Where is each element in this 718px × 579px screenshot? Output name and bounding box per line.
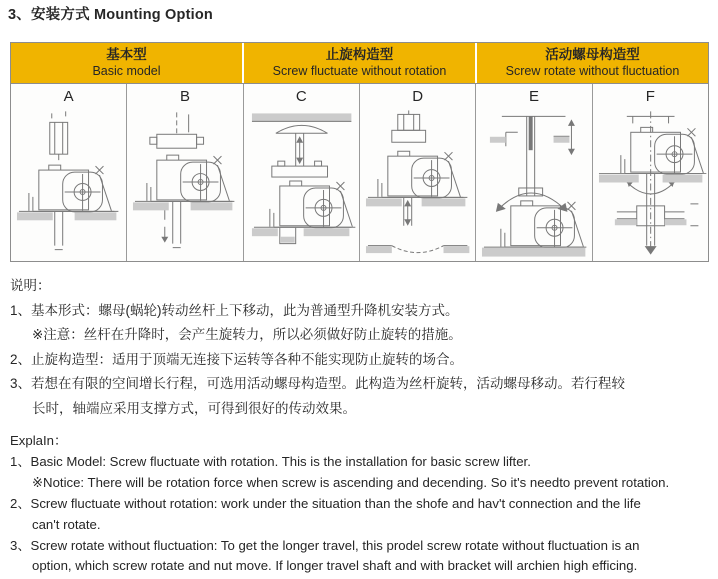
column-d-label: D <box>412 88 424 105</box>
jack-screw-down-diagram-icon <box>127 108 242 260</box>
explanation-english <box>10 431 712 577</box>
header-travel-nut <box>475 43 708 83</box>
header-basic-model-cn: 基本型 <box>106 47 147 62</box>
explanation-cn-line-2: 2、止旋构造型：适用于顶端无连接下运转等各种不能实现防止旋转的场合。 <box>10 351 464 367</box>
explanation-en-heading: ExplaIn： <box>10 433 68 448</box>
explanation-en-line-3: 3、Screw rotate without fluctuation: To get the longer travel, this prodel screw rotate without fluctuation is an <box>10 537 640 553</box>
explanation-en-line-3-cont: option, which screw rotate and nut move. If longer travel shaft and with bracket will archien high efficing. <box>32 558 638 574</box>
column-f <box>592 84 708 261</box>
rotating-screw-upright-diagram-icon <box>476 108 591 260</box>
explanation-cn-heading: 说明： <box>10 278 51 293</box>
table-body-row <box>11 84 708 261</box>
rotating-screw-travel-nut-diagram-icon <box>593 108 708 260</box>
header-basic-model <box>11 43 242 83</box>
column-b-label: B <box>179 88 190 105</box>
explanation-cn-line-3: 3、若想在有限的空间增长行程，可选用活动螺母构造型。此构造为丝杆旋转，活动螺母移动。若行程较 <box>10 376 626 392</box>
column-e <box>475 84 591 261</box>
table-header-row <box>11 43 708 84</box>
column-c <box>243 84 359 261</box>
explanation-en-line-1: 1、Basic Model: Screw fluctuate with rotation. This is the installation for basic screw lifter. <box>10 453 531 469</box>
header-no-rotation-en: Screw fluctuate without rotation <box>272 64 447 78</box>
header-no-rotation <box>242 43 475 83</box>
header-no-rotation-cn: 止旋构造型 <box>325 47 394 62</box>
page-title: 3、安装方式 Mounting Option <box>8 7 213 23</box>
explanation-chinese <box>10 274 712 422</box>
explanation-en-line-2-cont: can't rotate. <box>32 516 101 532</box>
jack-top-pad-no-rotation-diagram-icon <box>244 108 359 260</box>
mounting-option-table <box>10 42 709 262</box>
column-a <box>11 84 126 261</box>
explanation-cn-notice: ※注意：丝杆在升降时，会产生旋转力，所以必须做好防止旋转的措施。 <box>32 327 462 343</box>
column-c-label: C <box>295 88 307 105</box>
column-b <box>126 84 242 261</box>
column-e-label: E <box>528 88 539 105</box>
header-travel-nut-en: Screw rotate without fluctuation <box>505 64 680 78</box>
jack-screw-up-diagram-icon <box>11 108 126 260</box>
explanation-en-notice: ※Notice: There will be rotation force when screw is ascending and decending. So it's needto prevent rotation. <box>32 474 670 490</box>
header-basic-model-en: Basic model <box>92 64 161 78</box>
column-f-label: F <box>645 88 655 105</box>
jack-bottom-pad-no-rotation-diagram-icon <box>360 108 475 260</box>
explanation-cn-line-3-cont: 长时，轴端应采用支撑方式，可得到很好的传动效果。 <box>32 400 356 416</box>
explanation-en-line-2: 2、Screw fluctuate without rotation: work under the situation than the shofe and hav't connection and the life <box>10 495 641 511</box>
column-a-label: A <box>63 88 74 105</box>
explanation-cn-line-1: 1、基本形式：螺母(蜗轮)转动丝杆上下移动，此为普通型升降机安装方式。 <box>10 302 459 318</box>
column-d <box>359 84 475 261</box>
header-travel-nut-cn: 活动螺母构造型 <box>545 47 640 62</box>
